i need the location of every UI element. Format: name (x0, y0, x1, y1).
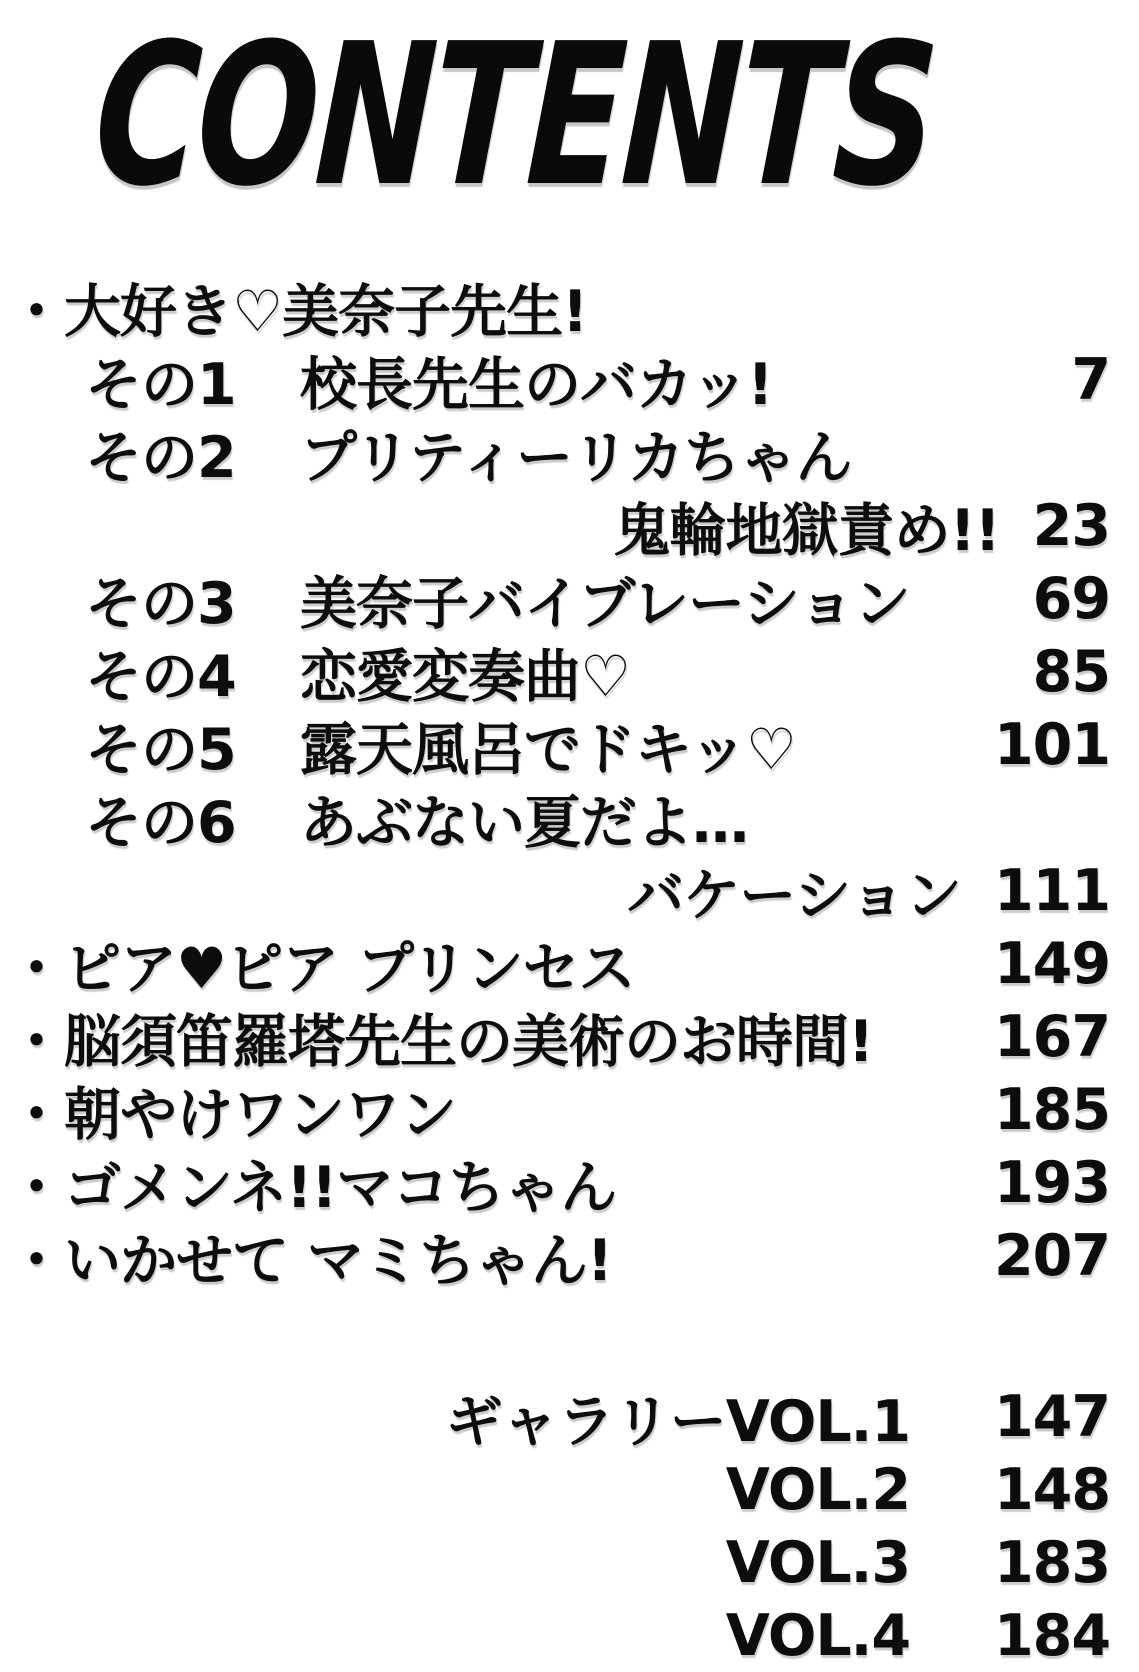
toc-entry-page: 185 (994, 1076, 1110, 1143)
toc-entry (0, 416, 1139, 489)
gallery-entry-label: VOL.2 (725, 1456, 910, 1523)
gallery-entry (0, 1453, 1139, 1526)
toc-entry-page: 207 (994, 1222, 1110, 1289)
toc-entry (0, 1219, 1139, 1292)
toc-entry-title: ・ゴメンネ!!マコちゃん (8, 1154, 617, 1221)
toc-entry-page: 85 (1032, 638, 1110, 705)
toc-list (0, 270, 1139, 1672)
toc-entry-page: 69 (1032, 565, 1110, 632)
toc-entry-page: 7 (1071, 346, 1110, 413)
gallery-list (0, 1380, 1139, 1672)
gallery-entry (0, 1599, 1139, 1672)
toc-entry-page: 193 (994, 1149, 1110, 1216)
toc-entry-page: 111 (994, 857, 1110, 924)
toc-entry-title: ・ピア♥ピア プリンセス (8, 935, 635, 1002)
toc-entry-page: 149 (994, 930, 1110, 997)
toc-entry-title: ・朝やけワンワン (8, 1081, 456, 1148)
toc-entry-page: 23 (1032, 492, 1110, 559)
toc-entry-label: その5 (85, 716, 236, 783)
gallery-entry-label: VOL.4 (725, 1602, 910, 1669)
toc-entry-title: 恋愛変奏曲♡ (300, 643, 631, 710)
gallery-entry (0, 1380, 1139, 1453)
toc-entry-label: その4 (85, 643, 236, 710)
page-title: CONTENTS (89, 2, 941, 230)
gallery-entry-label: ギャラリーVOL.1 (445, 1388, 910, 1455)
toc-entry (0, 781, 1139, 854)
toc-entry (0, 343, 1139, 416)
toc-entry-title: あぶない夏だよ… (300, 789, 748, 856)
toc-entry-page: 167 (994, 1003, 1110, 1070)
toc-entry (0, 635, 1139, 708)
toc-entry-title: ・大好き♡美奈子先生! (8, 278, 588, 345)
toc-entry-page: 101 (994, 711, 1110, 778)
toc-entry-title: ・脳須笛羅塔先生の美術のお時間! (8, 1008, 873, 1075)
toc-entry (0, 270, 1139, 343)
toc-entry-label: その3 (85, 570, 236, 637)
toc-entry-title: ・いかせて マミちゃん! (8, 1227, 612, 1294)
toc-entry-title: 校長先生のバカッ! (300, 351, 773, 418)
toc-entry-continuation (0, 854, 1139, 927)
gallery-entry-page: 183 (994, 1529, 1110, 1596)
toc-entry (0, 1146, 1139, 1219)
toc-entry-title: 鬼輪地獄責め!! (613, 497, 1000, 564)
toc-entry-label: その6 (85, 789, 236, 856)
toc-entry (0, 1073, 1139, 1146)
gallery-entry (0, 1526, 1139, 1599)
gallery-entry-label: VOL.3 (725, 1529, 910, 1596)
toc-entry-label: その2 (85, 424, 236, 491)
gallery-entry-page: 147 (994, 1383, 1110, 1450)
gallery-entry-page: 184 (994, 1602, 1110, 1669)
toc-entry-title: 美奈子バイブレーション (300, 570, 910, 637)
toc-entry (0, 1000, 1139, 1073)
toc-entry-title: 露天風呂でドキッ♡ (300, 716, 796, 783)
toc-entry-title: プリティーリカちゃん (300, 424, 852, 491)
toc-entry (0, 708, 1139, 781)
toc-entry-label: その1 (85, 351, 236, 418)
toc-entry (0, 927, 1139, 1000)
toc-entry (0, 562, 1139, 635)
toc-entry-title: バケーション (627, 862, 962, 929)
toc-entry-continuation (0, 489, 1139, 562)
gallery-entry-page: 148 (994, 1456, 1110, 1523)
